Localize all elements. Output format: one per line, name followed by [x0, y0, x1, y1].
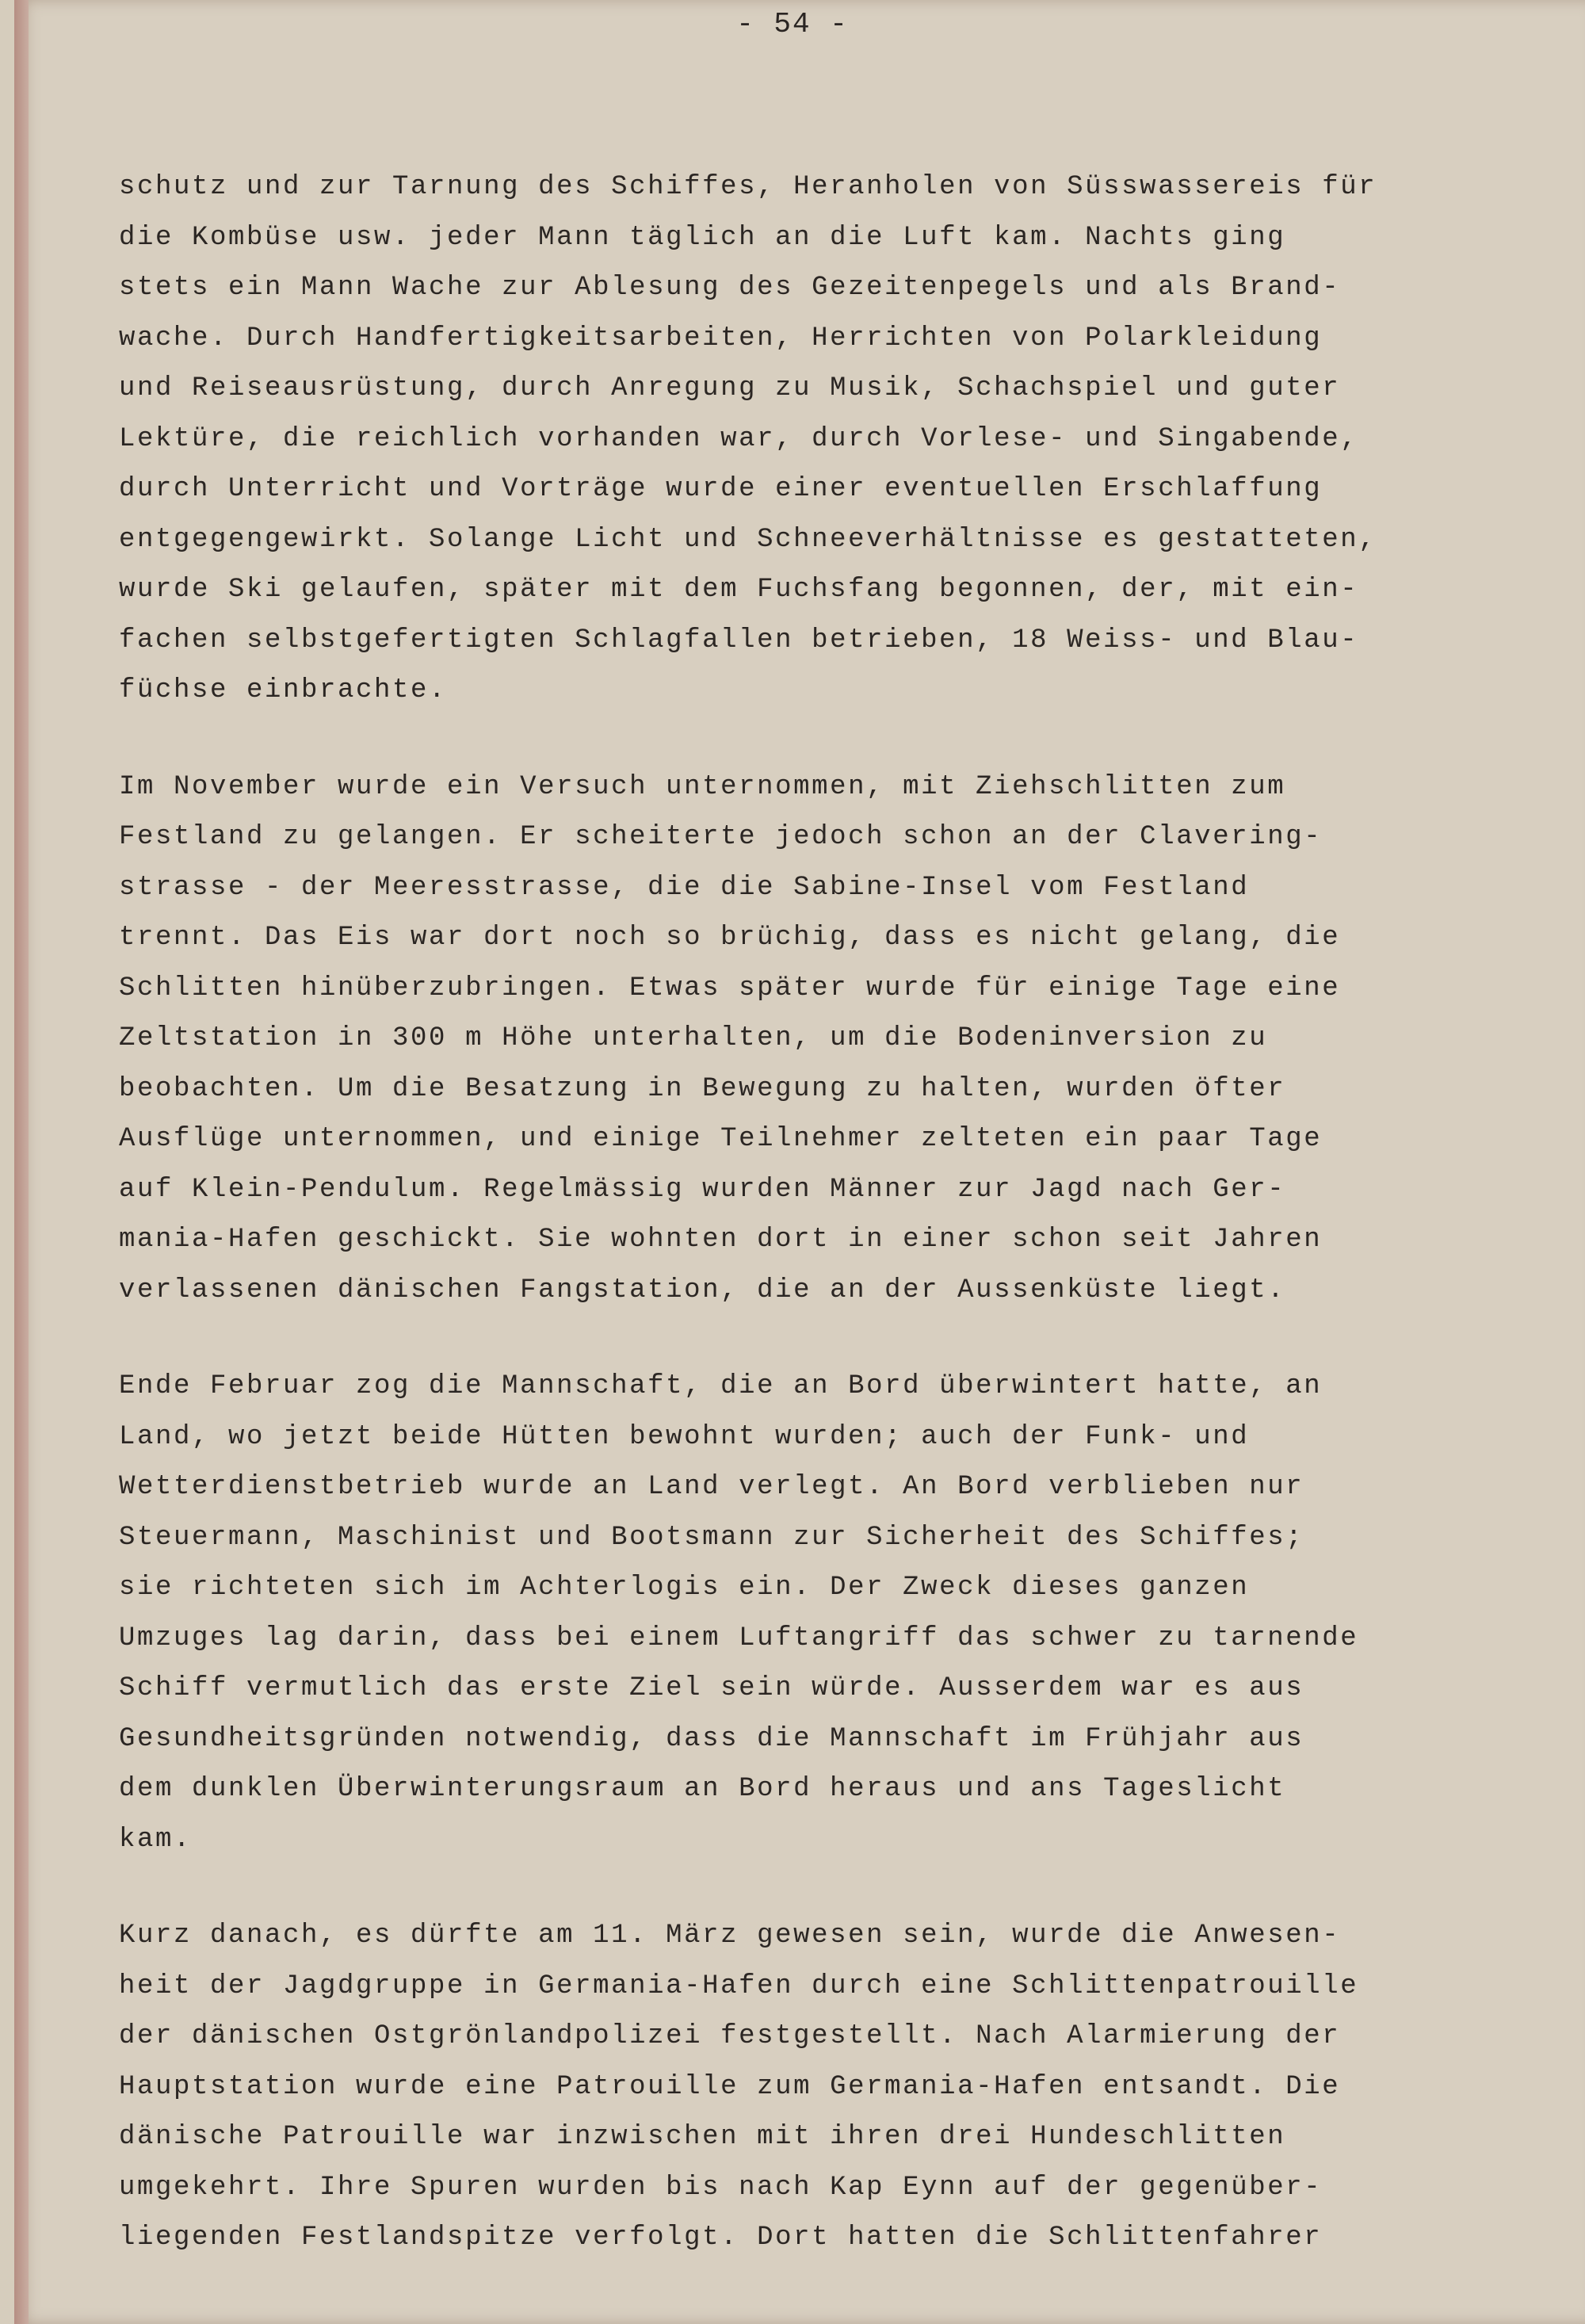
text-line: Im November wurde ein Versuch unternommen, mit Ziehschlitten zum — [119, 771, 1286, 802]
text-line: wurde Ski gelaufen, später mit dem Fuchsfang begonnen, der, mit ein- — [119, 575, 1359, 605]
text-line: der dänischen Ostgrönlandpolizei festgestellt. Nach Alarmierung der — [119, 2021, 1341, 2051]
text-line: dem dunklen Überwinterungsraum an Bord heraus und ans Tageslicht — [119, 1774, 1286, 1804]
paragraph-3 — [119, 1362, 1545, 1865]
paragraph-4 — [119, 1911, 1545, 2264]
text-line: auf Klein-Pendulum. Regelmässig wurden Männer zur Jagd nach Ger- — [119, 1174, 1286, 1205]
text-line: Zeltstation in 300 m Höhe unterhalten, um die Bodeninversion zu — [119, 1023, 1268, 1053]
text-line: trennt. Das Eis war dort noch so brüchig, dass es nicht gelang, die — [119, 923, 1341, 953]
document-body — [119, 162, 1545, 2310]
text-line: beobachten. Um die Besatzung in Bewegung zu halten, wurden öfter — [119, 1073, 1286, 1104]
text-line: Ausflüge unternommen, und einige Teilnehmer zelteten ein paar Tage — [119, 1124, 1323, 1154]
text-line: sie richteten sich im Achterlogis ein. Der Zweck dieses ganzen — [119, 1573, 1250, 1603]
text-line: Lektüre, die reichlich vorhanden war, durch Vorlese- und Singabende, — [119, 423, 1359, 454]
text-line: Schiff vermutlich das erste Ziel sein würde. Ausserdem war es aus — [119, 1673, 1304, 1703]
paragraph-2 — [119, 763, 1545, 1317]
binding-edge — [14, 0, 29, 2324]
text-line: verlassenen dänischen Fangstation, die an der Aussenküste liegt. — [119, 1275, 1286, 1305]
text-line: Umzuges lag darin, dass bei einem Luftangriff das schwer zu tarnende — [119, 1623, 1359, 1653]
text-line: dänische Patrouille war inzwischen mit ihren drei Hundeschlitten — [119, 2122, 1286, 2152]
text-line: wache. Durch Handfertigkeitsarbeiten, Herrichten von Polarkleidung — [119, 323, 1323, 354]
text-line: liegenden Festlandspitze verfolgt. Dort hatten die Schlittenfahrer — [119, 2223, 1323, 2253]
text-line: mania-Hafen geschickt. Sie wohnten dort in einer schon seit Jahren — [119, 1225, 1323, 1255]
text-line: entgegengewirkt. Solange Licht und Schneeverhältnisse es gestatteten, — [119, 524, 1377, 555]
text-line: Festland zu gelangen. Er scheiterte jedoch schon an der Clavering- — [119, 822, 1323, 852]
text-line: strasse - der Meeresstrasse, die die Sabine-Insel vom Festland — [119, 872, 1250, 903]
text-line: Gesundheitsgründen notwendig, dass die Mannschaft im Frühjahr aus — [119, 1723, 1304, 1754]
text-line: durch Unterricht und Vorträge wurde einer eventuellen Erschlaffung — [119, 474, 1323, 504]
text-line: heit der Jagdgruppe in Germania-Hafen durch eine Schlittenpatrouille — [119, 1970, 1359, 2001]
text-line: füchse einbrachte. — [119, 675, 448, 705]
text-line: kam. — [119, 1824, 193, 1855]
text-line: und Reiseausrüstung, durch Anregung zu Musik, Schachspiel und guter — [119, 373, 1341, 403]
text-line: Wetterdienstbetrieb wurde an Land verlegt. An Bord verblieben nur — [119, 1472, 1304, 1502]
text-line: umgekehrt. Ihre Spuren wurden bis nach Kap Eynn auf der gegenüber- — [119, 2172, 1323, 2203]
text-line: Ende Februar zog die Mannschaft, die an Bord überwintert hatte, an — [119, 1371, 1323, 1401]
text-line: Steuermann, Maschinist und Bootsmann zur Sicherheit des Schiffes; — [119, 1522, 1304, 1553]
text-line: schutz und zur Tarnung des Schiffes, Heranholen von Süsswassereis für — [119, 172, 1377, 202]
text-line: Hauptstation wurde eine Patrouille zum Germania-Hafen entsandt. Die — [119, 2071, 1341, 2102]
text-line: stets ein Mann Wache zur Ablesung des Gezeitenpegels und als Brand- — [119, 273, 1341, 303]
text-line: Land, wo jetzt beide Hütten bewohnt wurden; auch der Funk- und — [119, 1421, 1250, 1452]
text-line: fachen selbstgefertigten Schlagfallen betrieben, 18 Weiss- und Blau- — [119, 625, 1359, 656]
page-number: - 54 - — [736, 8, 849, 40]
text-line: die Kombüse usw. jeder Mann täglich an die Luft kam. Nachts ging — [119, 222, 1286, 253]
paragraph-1 — [119, 162, 1545, 717]
text-line: Schlitten hinüberzubringen. Etwas später wurde für einige Tage eine — [119, 973, 1341, 1003]
text-line: Kurz danach, es dürfte am 11. März gewesen sein, wurde die Anwesen- — [119, 1921, 1341, 1951]
